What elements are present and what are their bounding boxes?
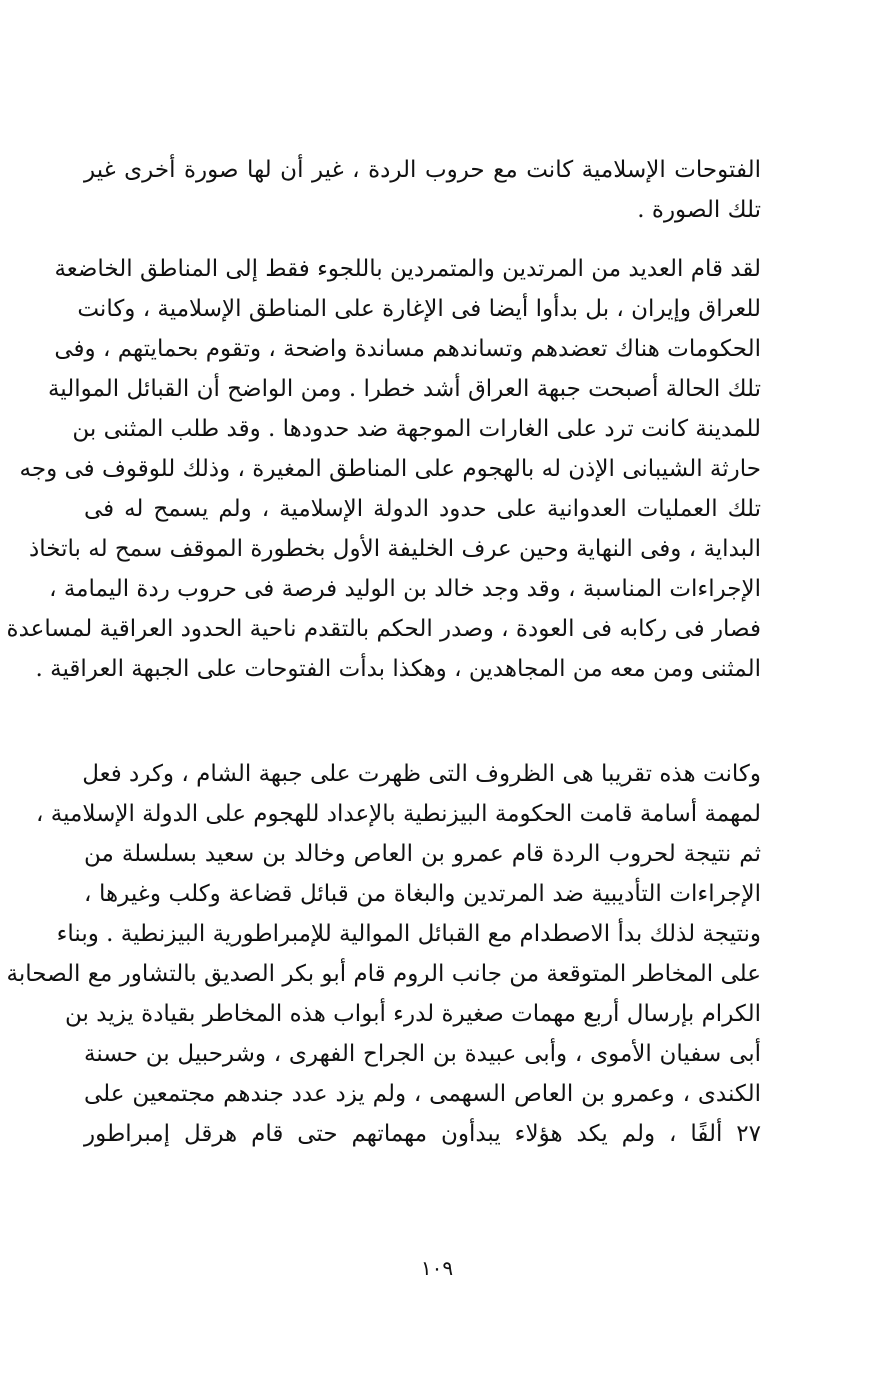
paragraph-2 bbox=[6, 249, 761, 689]
text-line: على المخاطر المتوقعة من جانب الروم قام أبو بكر الصديق بالتشاور مع الصحابة bbox=[6, 961, 761, 987]
text-line: فصار فى ركابه فى العودة ، وصدر الحكم بالتقدم ناحية الحدود العراقية لمساعدة bbox=[6, 616, 761, 642]
text-line: المثنى ومن معه من المجاهدين ، وهكذا بدأت الفتوحات على الجبهة العراقية . bbox=[35, 656, 761, 682]
text-line: أبى سفيان الأموى ، وأبى عبيدة بن الجراح الفهرى ، وشرحبيل بن حسنة bbox=[84, 1041, 761, 1067]
text-line: ثم نتيجة لحروب الردة قام عمرو بن العاص وخالد بن سعيد بسلسلة من bbox=[84, 841, 761, 867]
text-line: تلك الصورة . bbox=[637, 197, 761, 223]
text-line: ونتيجة لذلك بدأ الاصطدام مع القبائل الموالية للإمبراطورية البيزنطية . وبناء bbox=[56, 921, 761, 947]
text-line: الإجراءات التأديبية ضد المرتدين والبغاة من قبائل قضاعة وكلب وغيرها ، bbox=[84, 881, 761, 907]
paragraph-1 bbox=[84, 150, 761, 230]
text-line: تلك الحالة أصبحت جبهة العراق أشد خطرا . ومن الواضح أن القبائل الموالية bbox=[47, 376, 761, 402]
page-number: ١٠٩ bbox=[420, 1256, 454, 1280]
text-line: وكانت هذه تقريبا هى الظروف التى ظهرت على جبهة الشام ، وكرد فعل bbox=[82, 761, 761, 787]
text-line: الحكومات هناك تعضدهم وتساندهم مساندة واضحة ، وتقوم بحمايتهم ، وفى bbox=[54, 336, 761, 362]
text-line: الفتوحات الإسلامية كانت مع حروب الردة ، غير أن لها صورة أخرى غير bbox=[84, 157, 761, 183]
text-line: للمدينة كانت ترد على الغارات الموجهة ضد حدودها . وقد طلب المثنى بن bbox=[72, 416, 761, 442]
text-line: الكرام بإرسال أربع مهمات صغيرة لدرء أبواب هذه المخاطر بقيادة يزيد بن bbox=[65, 1001, 761, 1027]
text-line: تلك العمليات العدوانية على حدود الدولة الإسلامية ، ولم يسمح له فى bbox=[84, 496, 761, 522]
text-line: ٢٧ ألفًا ، ولم يكد هؤلاء يبدأون مهماتهم حتى قام هرقل إمبراطور bbox=[84, 1121, 761, 1147]
text-line: حارثة الشيبانى الإذن له بالهجوم على المناطق المغيرة ، وذلك للوقوف فى وجه bbox=[19, 456, 761, 482]
text-line: للعراق وإيران ، بل بدأوا أيضا فى الإغارة على المناطق الإسلامية ، وكانت bbox=[77, 296, 761, 322]
text-line: الكندى ، وعمرو بن العاص السهمى ، ولم يزد عدد جندهم مجتمعين على bbox=[84, 1081, 761, 1107]
paragraph-3 bbox=[6, 754, 761, 1154]
text-line: البداية ، وفى النهاية وحين عرف الخليفة الأول بخطورة الموقف سمح له باتخاذ bbox=[29, 536, 761, 562]
text-line: لقد قام العديد من المرتدين والمتمردين باللجوء فقط إلى المناطق الخاضعة bbox=[54, 256, 761, 282]
text-line: لمهمة أسامة قامت الحكومة البيزنطية بالإعداد للهجوم على الدولة الإسلامية ، bbox=[36, 801, 761, 827]
text-line: الإجراءات المناسبة ، وقد وجد خالد بن الوليد فرصة فى حروب ردة اليمامة ، bbox=[49, 576, 761, 602]
